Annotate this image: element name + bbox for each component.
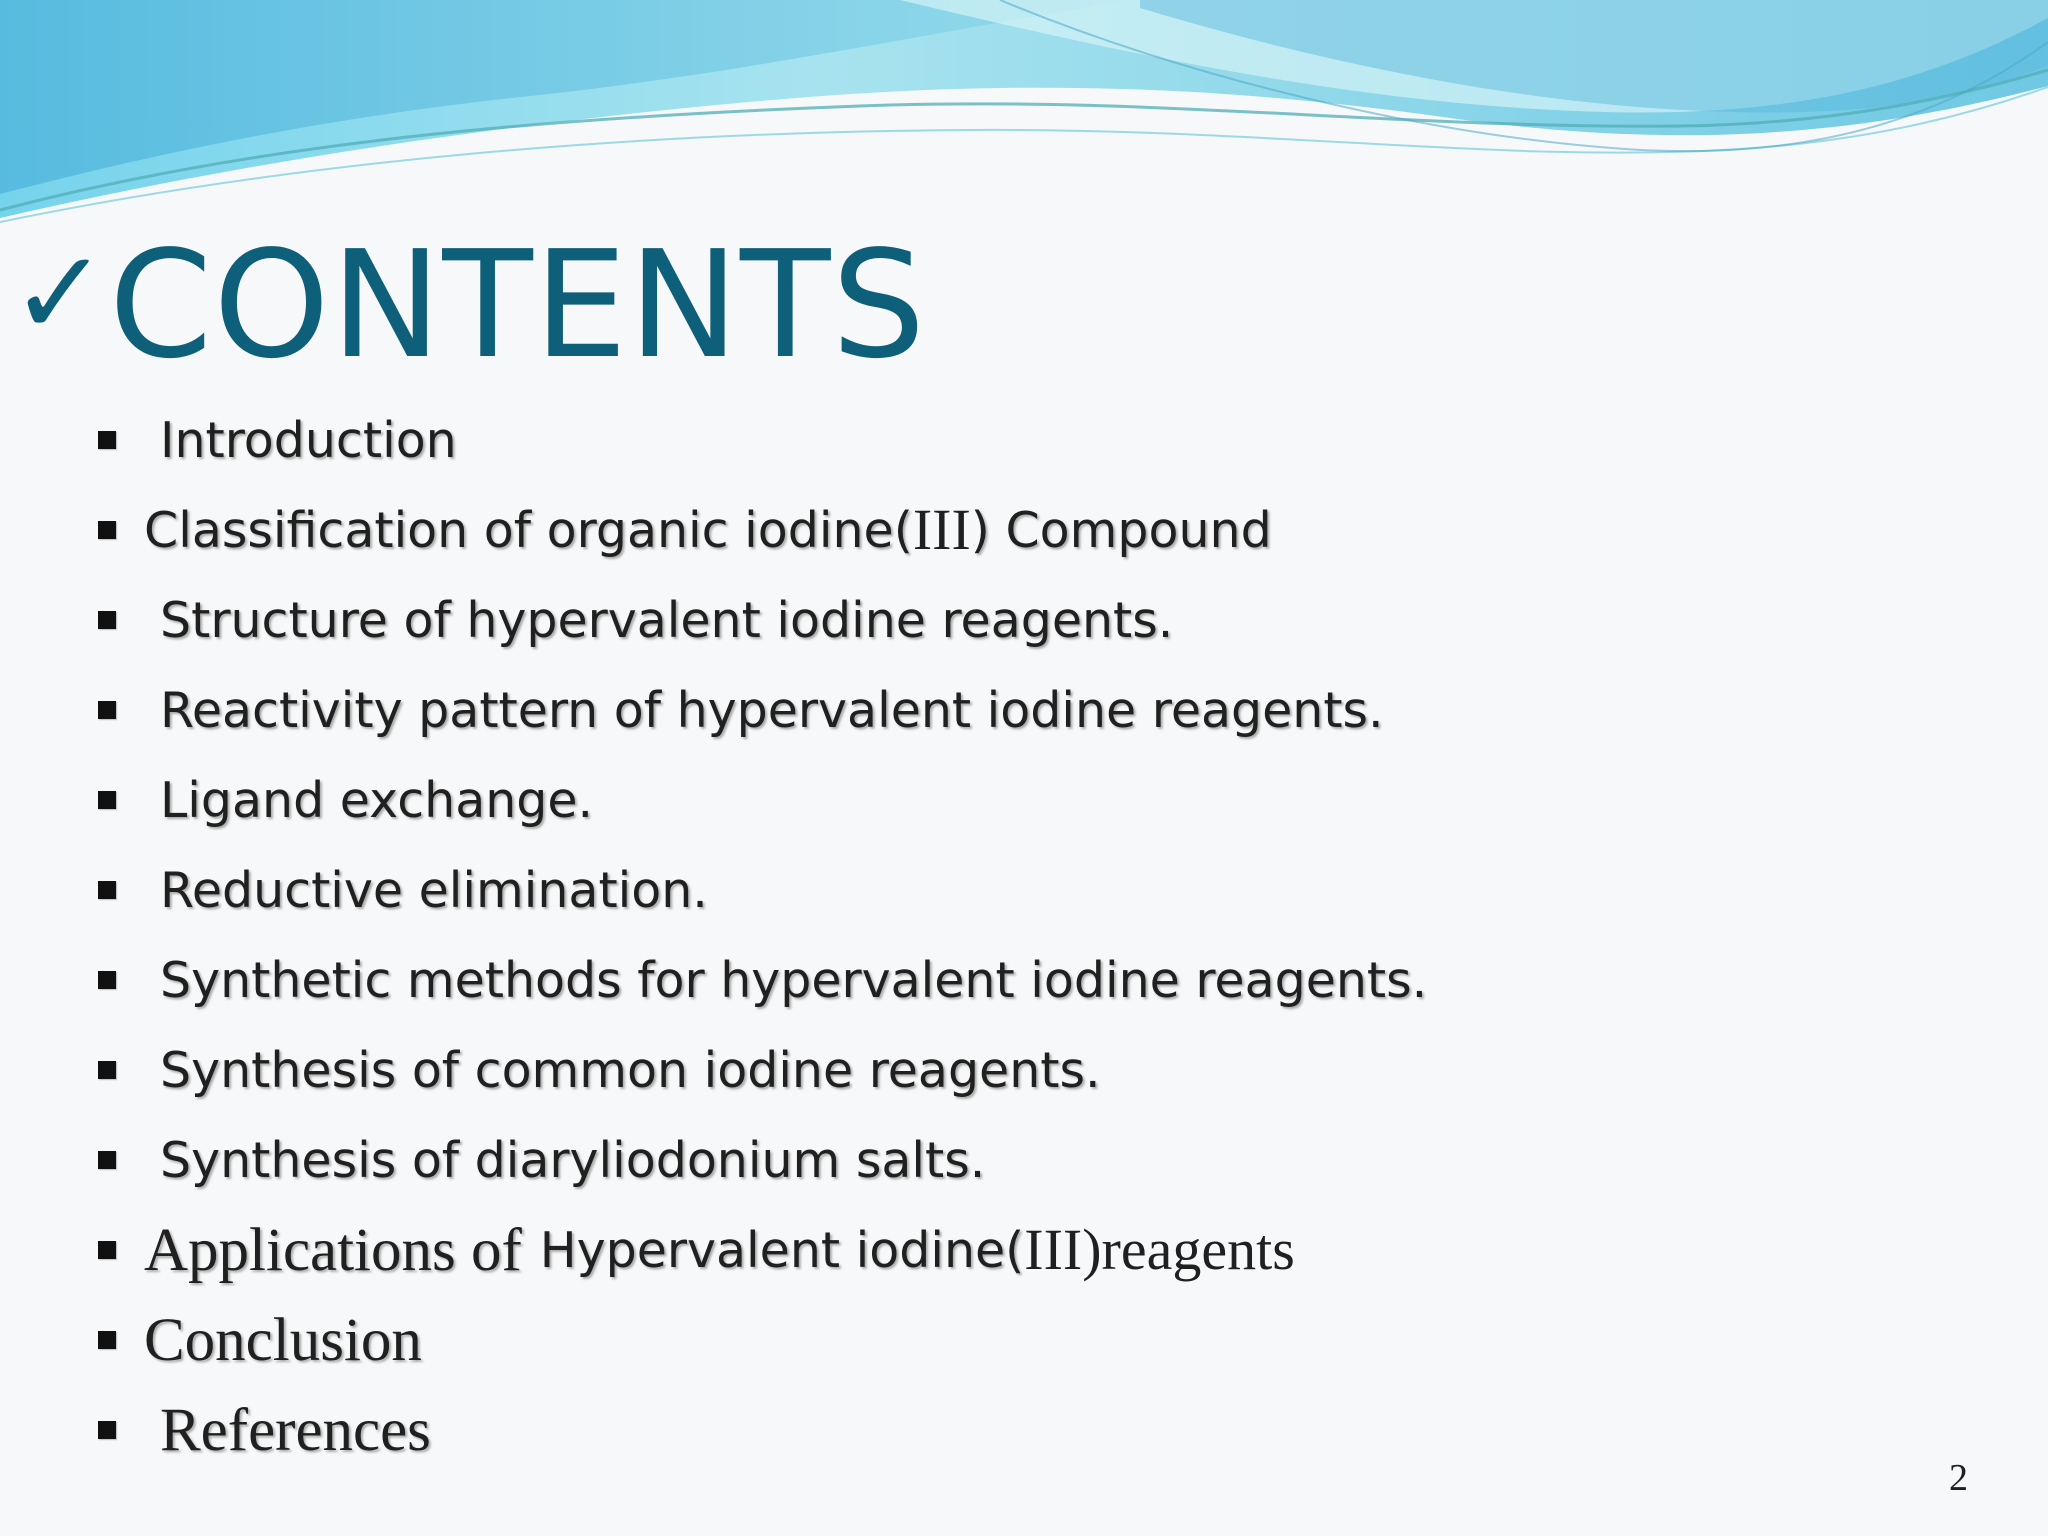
square-bullet-icon (98, 521, 116, 539)
title-text: CONTENTS (108, 219, 927, 391)
roman-numeral-label: III (912, 497, 971, 562)
square-bullet-icon (98, 1061, 116, 1079)
contents-label: Synthetic methods for hypervalent iodine reagents. (160, 951, 1428, 1009)
contents-label-part: ) Compound (970, 501, 1272, 559)
contents-label-part: Applications of (144, 1216, 522, 1284)
square-bullet-icon (98, 431, 116, 449)
contents-label: Synthesis of diaryliodonium salts. (160, 1131, 986, 1189)
contents-label: Reductive elimination. (160, 861, 708, 919)
contents-item-diaryliodonium-salts (98, 1115, 1898, 1205)
contents-item-classification (98, 485, 1898, 575)
square-bullet-icon (98, 611, 116, 629)
contents-item-structure (98, 575, 1898, 665)
square-bullet-icon (98, 1241, 116, 1259)
contents-label-part: Hypervalent iodine( (539, 1221, 1025, 1279)
square-bullet-icon (98, 791, 116, 809)
checkmark-icon: ✓ (10, 224, 109, 362)
contents-item-ligand-exchange (98, 755, 1898, 845)
contents-item-reactivity (98, 665, 1898, 755)
contents-item-introduction (98, 395, 1898, 485)
contents-item-synthetic-methods (98, 935, 1898, 1025)
square-bullet-icon (98, 1421, 116, 1439)
contents-item-reductive-elimination (98, 845, 1898, 935)
square-bullet-icon (98, 701, 116, 719)
square-bullet-icon (98, 881, 116, 899)
contents-item-applications (98, 1205, 1898, 1295)
contents-label: Structure of hypervalent iodine reagents. (160, 591, 1174, 649)
contents-label-part: III)reagents (1024, 1217, 1295, 1282)
contents-label: Conclusion (144, 1306, 422, 1374)
contents-list (98, 395, 1898, 1475)
slide-title (10, 219, 927, 391)
page-number: 2 (1949, 1457, 1968, 1499)
header-wave-decoration (0, 0, 2048, 250)
contents-label: Introduction (160, 411, 457, 469)
contents-item-conclusion (98, 1295, 1898, 1385)
square-bullet-icon (98, 971, 116, 989)
contents-item-references (98, 1385, 1898, 1475)
contents-label-part: Classification of organic iodine( (144, 501, 913, 559)
contents-label: Synthesis of common iodine reagents. (160, 1041, 1101, 1099)
contents-label: References (160, 1396, 431, 1464)
square-bullet-icon (98, 1331, 116, 1349)
contents-label: Reactivity pattern of hypervalent iodine reagents. (160, 681, 1384, 739)
contents-item-common-reagents (98, 1025, 1898, 1115)
square-bullet-icon (98, 1151, 116, 1169)
contents-label: Ligand exchange. (160, 771, 594, 829)
